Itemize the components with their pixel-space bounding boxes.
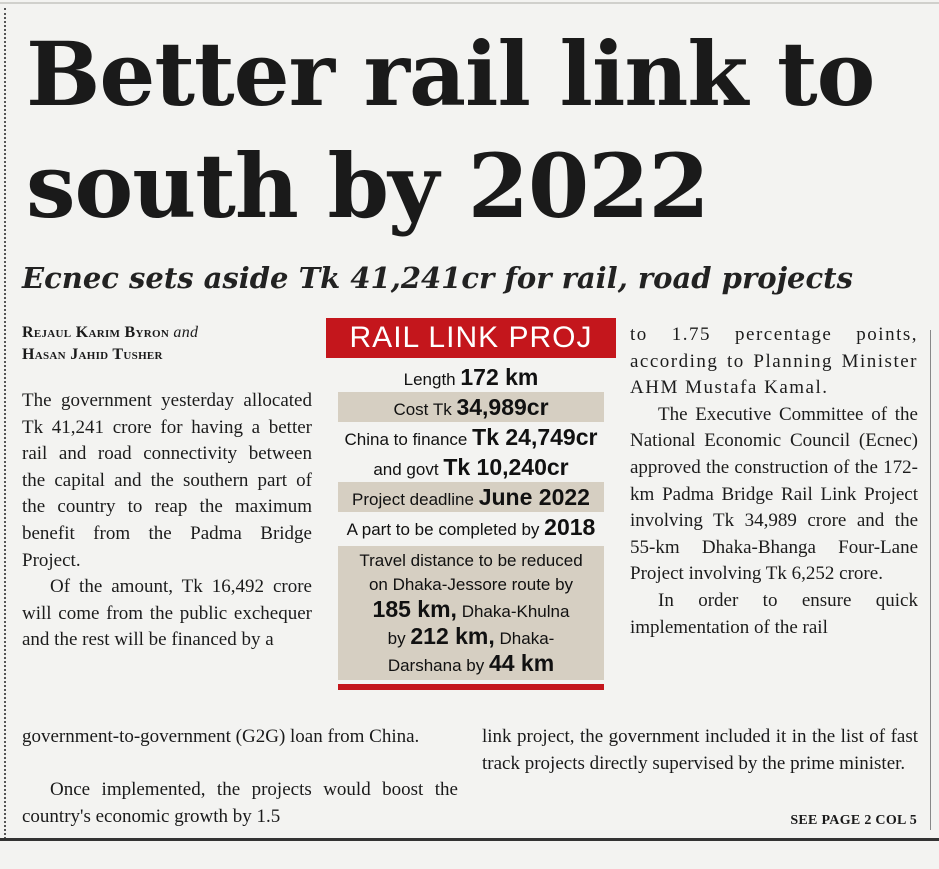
info-text: Darshana by — [387, 656, 485, 675]
info-value: June 2022 — [478, 484, 590, 510]
info-box-title: RAIL LINK PROJ — [326, 318, 616, 358]
bottom-rule — [0, 838, 939, 841]
info-box — [326, 318, 616, 696]
info-label: Cost Tk — [393, 400, 452, 419]
article-column-1 — [22, 388, 312, 654]
info-text: by — [387, 629, 406, 648]
info-travel-line — [338, 651, 604, 678]
paragraph: In order to ensure quick implementation of the rail — [630, 589, 918, 638]
paragraph: The Executive Committee of the National Economic Council (Ecnec) approved the construction of the 172-km Padma Bridge Rail Link Project involving Tk 34,989 crore and the 55-km Dhaka-Bhanga Four-Lane Project involving Tk 6,252 crore. — [630, 403, 918, 585]
info-value: 212 km, — [410, 623, 495, 649]
info-row-china — [326, 422, 616, 452]
info-text: on Dhaka-Jessore route by — [368, 575, 574, 594]
top-rule — [0, 2, 939, 4]
info-travel-line — [338, 597, 604, 624]
info-text: Travel distance to be reduced — [359, 551, 583, 570]
column-rule — [930, 330, 931, 830]
info-value: 34,989cr — [456, 394, 549, 420]
info-text: Dhaka- — [499, 629, 555, 648]
info-label: Project deadline — [352, 490, 474, 509]
info-value: 172 km — [460, 364, 539, 390]
paragraph: to 1.75 percentage points, according to Planning Minister AHM Mustafa Kamal. — [630, 324, 918, 399]
headline-line-2: south by 2022 — [26, 134, 709, 238]
info-row-cost — [338, 392, 604, 422]
info-row-part — [326, 512, 616, 542]
headline-line-1: Better rail link to — [26, 22, 875, 126]
headline — [26, 18, 926, 242]
info-travel-block — [338, 546, 604, 680]
info-label: Length — [403, 370, 456, 389]
author-2: Hasan Jahid Tusher — [22, 346, 163, 363]
byline — [22, 322, 322, 366]
info-row-deadline — [338, 482, 604, 512]
info-box-bottom-rule — [338, 684, 604, 690]
see-page-reference: SEE PAGE 2 COL 5 — [790, 813, 917, 828]
dotted-border — [4, 8, 6, 839]
article-paragraph-wide: government-to-government (G2G) loan from China. — [22, 726, 420, 747]
byline-and: and — [173, 324, 199, 341]
info-label: A part to be completed by — [346, 520, 540, 539]
info-row-length — [326, 362, 616, 392]
paragraph: Of the amount, Tk 16,492 crore will come from the public exchequer and the rest will be financed by a — [22, 576, 312, 651]
info-row-govt — [326, 452, 616, 482]
subheadline: Ecnec sets aside Tk 41,241cr for rail, road projects — [22, 261, 853, 295]
info-label: and govt — [373, 460, 439, 479]
info-text: Dhaka-Khulna — [461, 602, 570, 621]
paragraph: The government yesterday allocated Tk 41,241 crore for having a better rail and road connectivity between the capital and the southern part of the country to reap the maximum benefit from the Padma Bridge Project. — [22, 390, 312, 571]
info-travel-line — [338, 624, 604, 651]
info-value: 44 km — [488, 650, 555, 676]
info-label: China to finance — [344, 430, 468, 449]
article-paragraph-wide: link project, the government included it in the list of fast track projects directly supervised by the prime minister. — [482, 726, 918, 774]
author-1: Rejaul Karim Byron — [22, 324, 170, 341]
info-value: 185 km, — [372, 596, 457, 622]
info-value: Tk 24,749cr — [472, 424, 598, 450]
article-column-2 — [630, 322, 918, 641]
info-value: 2018 — [544, 514, 596, 540]
info-value: Tk 10,240cr — [443, 454, 569, 480]
article-paragraph-wide: Once implemented, the projects would boost the country's economic growth by 1.5 — [22, 779, 458, 827]
